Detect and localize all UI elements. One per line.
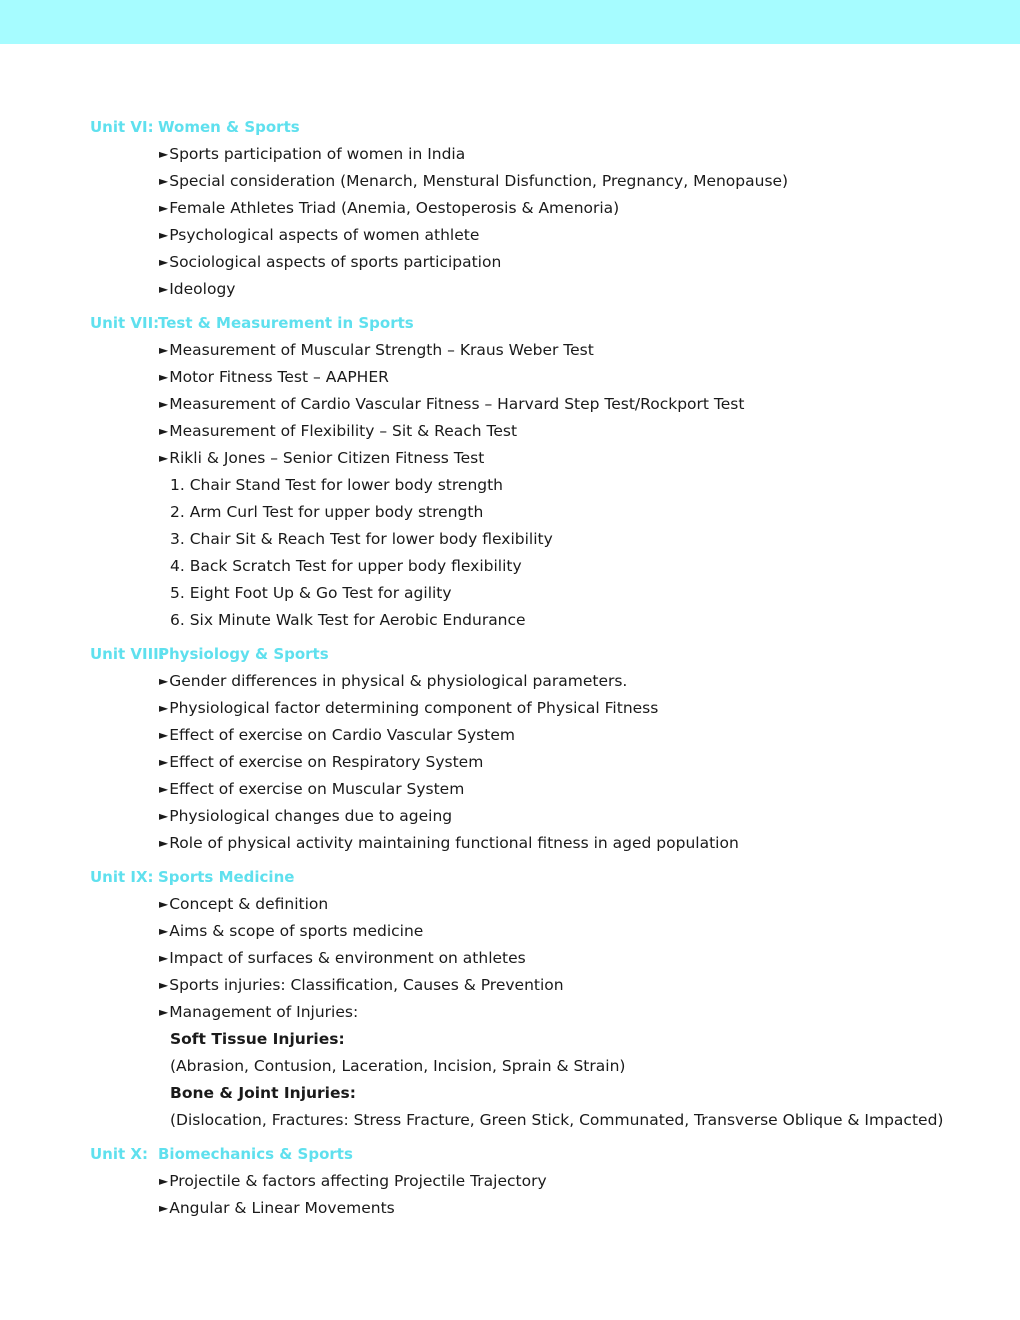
- item-text: Role of physical activity maintaining functional fitness in aged population: [169, 834, 739, 852]
- bullet-list-item: [90, 418, 990, 445]
- bullet-list-item: [90, 249, 990, 276]
- item-text: Ideology: [169, 280, 236, 298]
- item-text: 2. Arm Curl Test for upper body strength: [170, 503, 484, 521]
- injury-subheading: [90, 1080, 990, 1107]
- item-text: 3. Chair Sit & Reach Test for lower body flexibility: [170, 530, 553, 548]
- bullet-list-item: [90, 695, 990, 722]
- item-text: Measurement of Muscular Strength – Kraus Weber Test: [169, 341, 594, 359]
- item-text: Sports participation of women in India: [169, 145, 466, 163]
- bullet-list-item: [90, 337, 990, 364]
- item-text: Projectile & factors affecting Projectile Trajectory: [169, 1172, 547, 1190]
- bullet-arrow-icon: ►: [159, 174, 169, 188]
- bullet-arrow-icon: ►: [159, 424, 169, 438]
- bullet-list-item: [90, 891, 990, 918]
- item-text: Management of Injuries:: [169, 1003, 359, 1021]
- unit-label: Unit X:: [90, 1145, 148, 1163]
- bullet-list-item: [90, 1168, 990, 1195]
- bullet-list-item: [90, 972, 990, 999]
- bullet-list-item: [90, 918, 990, 945]
- unit-section: [90, 1141, 990, 1222]
- bullet-list-item: [90, 195, 990, 222]
- item-text: Measurement of Cardio Vascular Fitness – Harvard Step Test/Rockport Test: [169, 395, 745, 413]
- bullet-arrow-icon: ►: [159, 228, 169, 242]
- bullet-arrow-icon: ►: [159, 1005, 169, 1019]
- item-text: (Abrasion, Contusion, Laceration, Incision, Sprain & Strain): [170, 1057, 626, 1075]
- bullet-arrow-icon: ►: [159, 343, 169, 357]
- item-text: Special consideration (Menarch, Menstural Disfunction, Pregnancy, Menopause): [169, 172, 789, 190]
- item-text: 4. Back Scratch Test for upper body flexibility: [170, 557, 522, 575]
- bullet-arrow-icon: ►: [159, 1201, 169, 1215]
- bullet-arrow-icon: ►: [159, 370, 169, 384]
- numbered-list-item: [90, 580, 990, 607]
- unit-title: Test & Measurement in Sports: [158, 314, 414, 332]
- top-color-band: [0, 0, 1020, 44]
- bullet-list-item: [90, 445, 990, 472]
- item-text: Impact of surfaces & environment on athletes: [169, 949, 526, 967]
- bullet-arrow-icon: ►: [159, 397, 169, 411]
- item-text: Motor Fitness Test – AAPHER: [169, 368, 389, 386]
- bullet-arrow-icon: ►: [159, 451, 169, 465]
- unit-heading: [90, 864, 990, 891]
- item-text: Effect of exercise on Muscular System: [169, 780, 465, 798]
- bullet-list-item: [90, 168, 990, 195]
- bullet-list-item: [90, 364, 990, 391]
- bullet-arrow-icon: ►: [159, 836, 169, 850]
- injury-detail-text: [90, 1107, 990, 1134]
- injury-detail-text: [90, 1053, 990, 1080]
- unit-section: [90, 114, 990, 303]
- item-text: Measurement of Flexibility – Sit & Reach Test: [169, 422, 518, 440]
- item-text: Effect of exercise on Respiratory System: [169, 753, 484, 771]
- bullet-arrow-icon: ►: [159, 282, 169, 296]
- item-text: (Dislocation, Fractures: Stress Fracture, Green Stick, Communated, Transverse Oblique & Impacted): [170, 1111, 944, 1129]
- bullet-arrow-icon: ►: [159, 924, 169, 938]
- numbered-list-item: [90, 499, 990, 526]
- injury-subheading: [90, 1026, 990, 1053]
- item-text: Sociological aspects of sports participation: [169, 253, 502, 271]
- unit-label: Unit IX:: [90, 868, 154, 886]
- unit-title: Sports Medicine: [158, 868, 295, 886]
- item-text: Psychological aspects of women athlete: [169, 226, 480, 244]
- bullet-list-item: [90, 749, 990, 776]
- numbered-list-item: [90, 526, 990, 553]
- item-text: Gender differences in physical & physiological parameters.: [169, 672, 628, 690]
- bullet-list-item: [90, 803, 990, 830]
- bullet-arrow-icon: ►: [159, 1174, 169, 1188]
- unit-heading: [90, 641, 990, 668]
- bullet-arrow-icon: ►: [159, 951, 169, 965]
- unit-section: [90, 310, 990, 634]
- bullet-list-item: [90, 391, 990, 418]
- bullet-list-item: [90, 276, 990, 303]
- unit-title: Physiology & Sports: [158, 645, 329, 663]
- unit-heading: [90, 1141, 990, 1168]
- bullet-list-item: [90, 722, 990, 749]
- bullet-arrow-icon: ►: [159, 147, 169, 161]
- item-text: Physiological factor determining component of Physical Fitness: [169, 699, 659, 717]
- unit-label: Unit VIII:: [90, 645, 165, 663]
- unit-label: Unit VI:: [90, 118, 154, 136]
- bullet-list-item: [90, 776, 990, 803]
- item-text: Angular & Linear Movements: [169, 1199, 395, 1217]
- item-text: Sports injuries: Classification, Causes & Prevention: [169, 976, 564, 994]
- unit-title: Biomechanics & Sports: [158, 1145, 353, 1163]
- unit-title: Women & Sports: [158, 118, 300, 136]
- unit-section: [90, 864, 990, 1134]
- numbered-list-item: [90, 553, 990, 580]
- bullet-arrow-icon: ►: [159, 674, 169, 688]
- unit-heading: [90, 114, 990, 141]
- item-text: 1. Chair Stand Test for lower body strength: [170, 476, 504, 494]
- bullet-arrow-icon: ►: [159, 782, 169, 796]
- syllabus-content: [90, 114, 990, 1229]
- item-text: Aims & scope of sports medicine: [169, 922, 424, 940]
- unit-heading: [90, 310, 990, 337]
- item-text: Concept & definition: [169, 895, 329, 913]
- unit-section: [90, 641, 990, 857]
- bullet-list-item: [90, 830, 990, 857]
- bullet-list-item: [90, 999, 990, 1026]
- bullet-arrow-icon: ►: [159, 255, 169, 269]
- bullet-arrow-icon: ►: [159, 201, 169, 215]
- bullet-list-item: [90, 1195, 990, 1222]
- item-text: 6. Six Minute Walk Test for Aerobic Endurance: [170, 611, 526, 629]
- item-text: Rikli & Jones – Senior Citizen Fitness Test: [169, 449, 485, 467]
- bullet-arrow-icon: ►: [159, 897, 169, 911]
- bullet-list-item: [90, 668, 990, 695]
- bullet-list-item: [90, 945, 990, 972]
- item-text: Soft Tissue Injuries:: [170, 1030, 345, 1048]
- item-text: 5. Eight Foot Up & Go Test for agility: [170, 584, 452, 602]
- bullet-arrow-icon: ►: [159, 755, 169, 769]
- item-text: Effect of exercise on Cardio Vascular System: [169, 726, 515, 744]
- bullet-list-item: [90, 141, 990, 168]
- bullet-arrow-icon: ►: [159, 701, 169, 715]
- item-text: Bone & Joint Injuries:: [170, 1084, 356, 1102]
- item-text: Female Athletes Triad (Anemia, Oestoperosis & Amenoria): [169, 199, 620, 217]
- bullet-list-item: [90, 222, 990, 249]
- bullet-arrow-icon: ►: [159, 809, 169, 823]
- item-text: Physiological changes due to ageing: [169, 807, 453, 825]
- bullet-arrow-icon: ►: [159, 728, 169, 742]
- numbered-list-item: [90, 472, 990, 499]
- bullet-arrow-icon: ►: [159, 978, 169, 992]
- numbered-list-item: [90, 607, 990, 634]
- unit-label: Unit VII:: [90, 314, 160, 332]
